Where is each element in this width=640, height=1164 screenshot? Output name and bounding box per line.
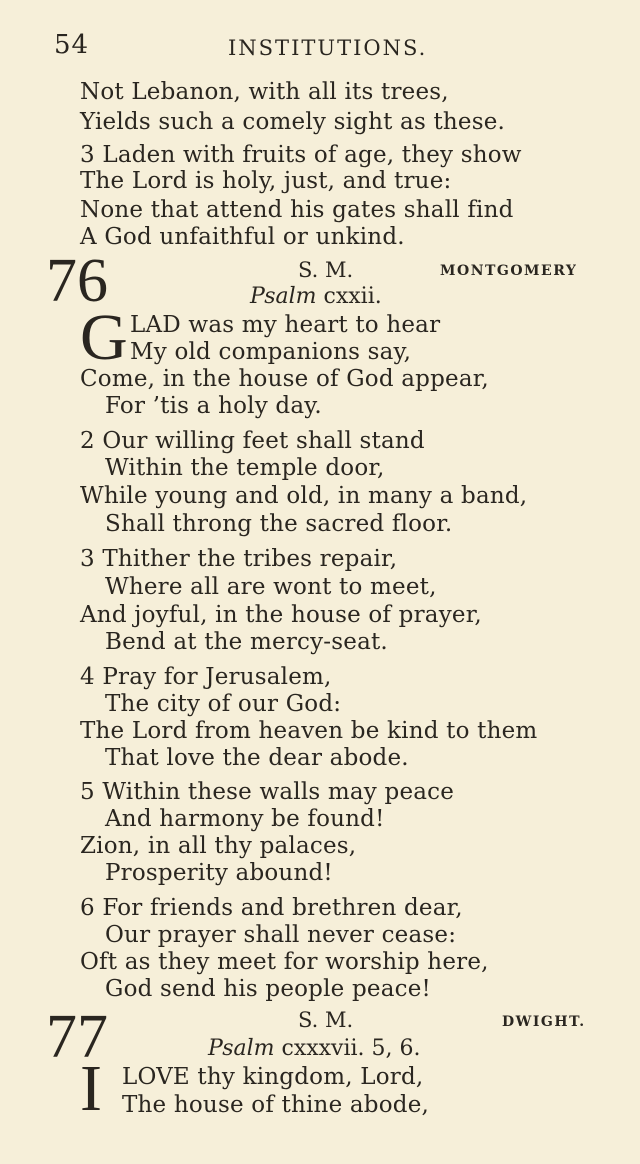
verse-line: Within the temple door, [105,455,385,481]
drop-cap: G [80,301,128,374]
verse-line: 3 Laden with fruits of age, they show [80,142,522,168]
verse-line: Our prayer shall never cease: [105,922,457,948]
verse-line: LAD was my heart to hear [130,312,441,338]
verse-line: The Lord from heaven be kind to them [80,718,538,744]
psalm-word: Psalm [250,284,317,309]
verse-line: 2 Our willing feet shall stand [80,428,425,454]
verse-line: 4 Pray for Jerusalem, [80,664,332,690]
verse-line: 5 Within these walls may peace [80,779,455,805]
verse-line: My old companions say, [130,339,412,365]
hymn-number: 77 [46,1003,108,1071]
verse-line: Shall throng the sacred floor. [105,511,453,537]
drop-cap: I [80,1052,102,1125]
verse-line: Oft as they meet for worship here, [80,949,489,975]
verse-line: And harmony be found! [105,806,385,832]
tune-name: MONTGOMERY [440,263,578,279]
verse-line: The city of our God: [105,691,342,717]
psalm-word: Psalm [208,1036,275,1061]
verse-line: LOVE thy kingdom, Lord, [122,1064,424,1090]
verse-line: Zion, in all thy palaces, [80,833,357,859]
verse-line: While young and old, in many a band, [80,483,528,509]
verse-line: That love the dear abode. [105,745,409,771]
verse-line: Bend at the mercy-seat. [105,629,388,655]
page-number: 54 [54,30,90,60]
psalm-reference [208,1036,421,1061]
verse-line: 3 Thither the tribes repair, [80,546,398,572]
hymn-number: 76 [46,247,108,315]
verse-line: God send his people peace! [105,976,431,1002]
psalm-number: cxxxvii. 5, 6. [281,1036,421,1061]
psalm-number: cxxii. [323,284,382,309]
verse-line: Not Lebanon, with all its trees, [80,79,449,105]
verse-line: The Lord is holy, just, and true: [80,168,452,194]
running-title: INSTITUTIONS. [228,36,428,60]
verse-line: 6 For friends and brethren dear, [80,895,463,921]
verse-line: And joyful, in the house of prayer, [80,602,482,628]
psalm-reference [250,284,382,309]
verse-line: For ’tis a holy day. [105,393,322,419]
hymn-meter: S. M. [298,258,354,282]
verse-line: Prosperity abound! [105,860,333,886]
verse-line: Come, in the house of God appear, [80,366,489,392]
hymn-meter: S. M. [298,1008,354,1032]
verse-line: The house of thine abode, [122,1092,430,1118]
verse-line: Where all are wont to meet, [105,574,437,600]
verse-line: A God unfaithful or unkind. [80,224,405,250]
verse-line: None that attend his gates shall find [80,197,514,223]
tune-name: DWIGHT. [502,1014,586,1030]
verse-line: Yields such a comely sight as these. [80,109,506,135]
